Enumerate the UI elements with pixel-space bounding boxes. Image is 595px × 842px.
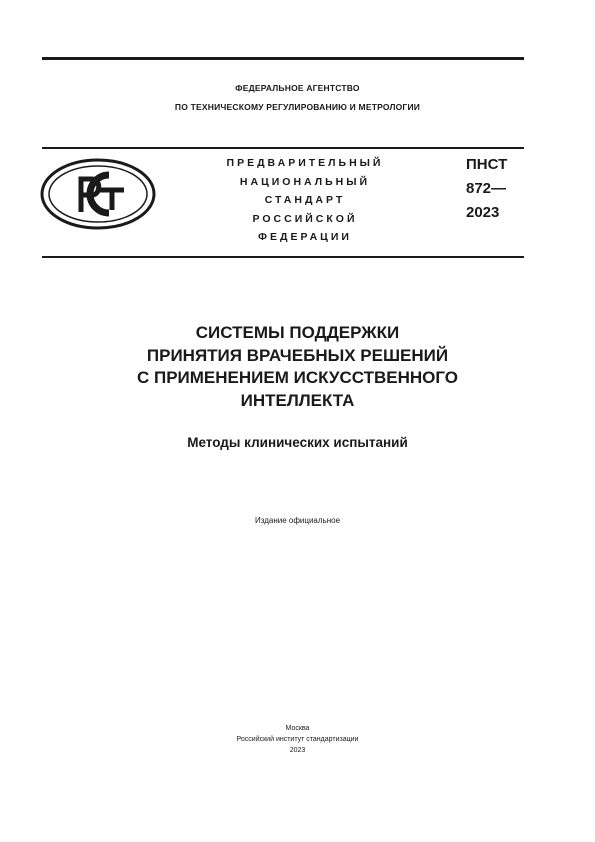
title-line: СИСТЕМЫ ПОДДЕРЖКИ: [195, 323, 400, 342]
header-bottom-rule: [42, 256, 524, 258]
gost-r-mark-icon: [40, 158, 156, 230]
standard-type-line: СТАНДАРТ: [264, 194, 346, 206]
imprint-year: 2023: [289, 747, 306, 754]
standard-type-line: ФЕДЕРАЦИИ: [258, 231, 352, 243]
standard-type-line: ПРЕДВАРИТЕЛЬНЫЙ: [226, 157, 384, 169]
imprint-publisher: Российский институт стандартизации: [236, 736, 359, 743]
imprint-city: Москва: [285, 725, 310, 732]
title-line: ИНТЕЛЛЕКТА: [240, 390, 355, 410]
top-rule: [42, 57, 524, 60]
document-title: [0, 322, 595, 412]
title-line: ПРИНЯТИЯ ВРАЧЕБНЫХ РЕШЕНИЙ: [146, 345, 449, 365]
standard-code-number: 872—: [466, 180, 507, 197]
standard-code-prefix: ПНСТ: [466, 156, 508, 173]
edition-label: Издание официальное: [254, 516, 341, 525]
imprint: [0, 723, 595, 756]
agency-name-line-2: ПО ТЕХНИЧЕСКОМУ РЕГУЛИРОВАНИЮ И МЕТРОЛОГИИ: [174, 102, 421, 112]
header-rule: [42, 147, 524, 149]
agency-name-line-1: ФЕДЕРАЛЬНОЕ АГЕНТСТВО: [235, 83, 360, 93]
standard-type: [200, 154, 410, 247]
standard-code-year: 2023: [466, 204, 500, 221]
standard-type-line: РОССИЙСКОЙ: [252, 212, 358, 225]
title-line: С ПРИМЕНЕНИЕМ ИСКУССТВЕННОГО: [136, 368, 459, 387]
standard-code: [466, 153, 507, 225]
document-subtitle: Методы клинических испытаний: [187, 435, 408, 450]
standard-type-line: НАЦИОНАЛЬНЫЙ: [239, 175, 371, 188]
